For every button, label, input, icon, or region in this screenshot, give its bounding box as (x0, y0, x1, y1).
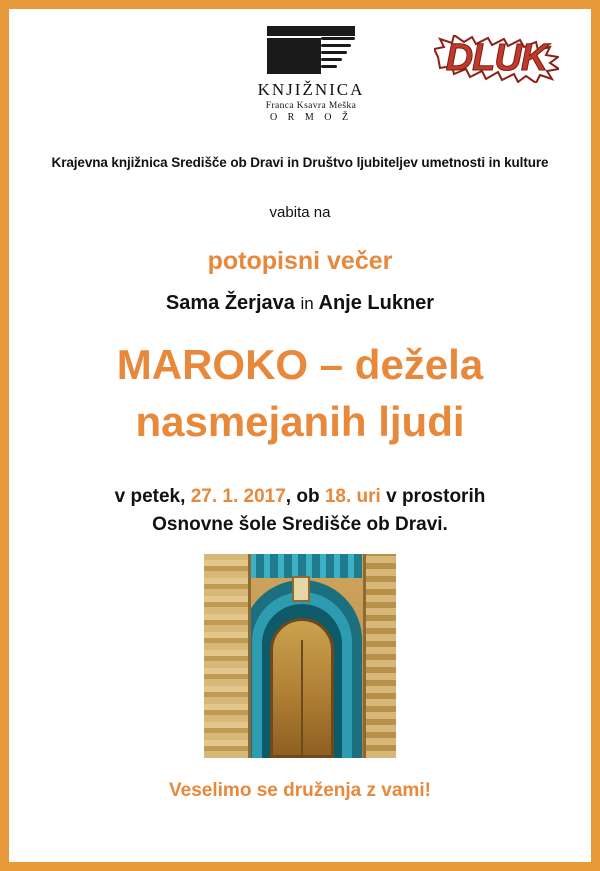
event-location: Osnovne šole Središče ob Dravi. (152, 514, 448, 536)
event-datetime-line (9, 486, 591, 508)
logo-row (9, 9, 591, 131)
morocco-archway-photo (204, 554, 396, 758)
open-book-icon (267, 26, 355, 78)
library-logo (256, 26, 366, 123)
library-logo-subtitle: Franca Ksavra Meška (265, 100, 357, 111)
date-suffix: v prostorih (386, 486, 486, 508)
event-time: 18. uri (324, 486, 381, 508)
poster-content (9, 9, 591, 862)
invite-line: vabita na (269, 204, 331, 221)
date-middle: , ob (285, 486, 320, 508)
dluk-logo-text: DLUK (445, 37, 548, 79)
authors-conjunction: in (300, 294, 314, 313)
authors-line (9, 292, 591, 315)
date-prefix: v petek, (114, 486, 186, 508)
dluk-logo (434, 33, 559, 85)
library-logo-name: KNJIŽNICA (257, 80, 365, 99)
title-line-1: MAROKO – dežela (116, 341, 484, 388)
author-first: Sama Žerjava (165, 292, 295, 314)
library-logo-city: O R M O Ž (269, 111, 353, 123)
organizers-line: Krajevna knjižnica Središče ob Dravi in Društvo ljubiteljev umetnosti in kulture (51, 155, 549, 170)
poster-title (9, 337, 591, 450)
event-type: potopisni večer (207, 247, 393, 275)
title-line-2: nasmejanih ljudi (135, 397, 465, 445)
closing-line: Veselimo se druženja z vami! (169, 780, 431, 802)
author-second: Anje Lukner (318, 292, 435, 314)
event-date: 27. 1. 2017 (190, 486, 286, 508)
